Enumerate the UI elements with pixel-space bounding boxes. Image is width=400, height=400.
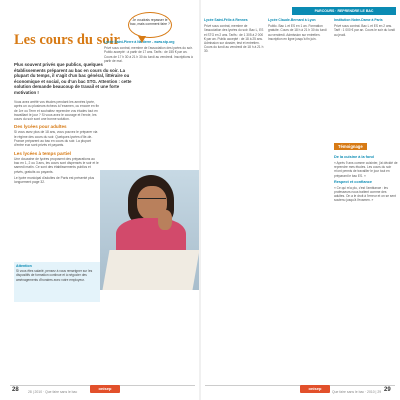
photo-glasses [138,198,166,205]
intro-text: Vous avez arrêté vos études pendant les années lycée, après un ou plusieurs échecs à l'examen, ou encore en fin de 1re ou Term et souhaitez reprendre vos études tout en travaillant le jour ? Si vous avez le courage et l'envie, les cours du soir sont une bonne solution. [14,100,100,122]
photo-book [102,250,199,290]
lead-paragraph: Plus souvent privés que publics, quelques établissements préparent au bac en cours du soir. La plupart du temps, il s'agit d'un bac général, littéraire ou économique et social, ou d'un bac STG. Attention : cette solution demande beaucoup de travail et une forte motivation ! [14,62,132,95]
right-column-3 [334,18,396,133]
listing-text: Privé sous contrat, membre de l'association des lycées du soir. Public accepté : à partir de 17 ans. Tarifs : de 155 € par an. Cours de 17 h 30 à 21 h 30 du lundi au vendredi. Inscriptions à partir de mai. [104,46,193,63]
testimony-text-2: « Ce qui m'a plu, c'est l'ambiance : les professeurs nous traitent comme des adultes. On a le droit à l'erreur et on se sent soutenu jusqu'à l'examen. » [334,185,396,203]
listing-column [104,40,196,165]
listing-heading-3: Institution Notre-Dame à Paris [334,18,383,22]
footer-folio-right: Que faire sans le bac · 2010 | 29 [332,390,382,394]
body-text-2: Une douzaine de lycées proposent des préparations au bac en 1, 2 ou 3 ans, les cours sont dispensés le soir et le samedi matin. Ce sont des établissements publics et privés, gratuits ou payants. [14,156,99,174]
listing-heading-1: Lycée Saint-Félix à Rennes [204,18,248,22]
speech-bubble-tail [138,36,146,43]
footer-folio-left: 28 | 2010 · Que faire sans le bac [28,390,78,394]
onisep-logo-left: onisep [90,385,120,393]
testimony-label: Témoignage [334,143,367,150]
testimony-box [334,135,398,385]
onisep-logo-right: onisep [300,385,330,393]
listing-heading: Lycée Saint-Pierre à Nanterre - www.stp.org [104,40,175,44]
speech-bubble: Je voudrais repasser le bac, mais comment faire ? [128,12,172,38]
listing-text-2: Public. Bac L et ES en 1 an. Formation gratuite. Cours de 18 h à 21 h 30 du lundi au vendredi. Admission sur entretien. Inscription en ligne jusqu'à fin juin. [268,24,327,41]
student-photo [100,170,199,290]
info-box-text: Si vous êtes salarié, pensez à vous renseigner sur les dispositifs de formation continue et à négocier des aménagements d'horaires avec votre employeur. [16,269,93,282]
page-number-left: 28 [12,387,19,393]
right-column-2 [268,18,328,378]
testimony-subheading-1: De la cuisine à la fond [334,155,374,159]
testimony-subheading-2: Respect et confiance [334,179,372,184]
info-box-heading: Attention [16,264,32,268]
info-box [14,262,100,302]
page-number-right: 29 [384,387,391,393]
right-column-1 [204,18,264,378]
listing-heading-2: Lycée Claude-Bernard à Lyon [268,18,316,22]
photo-hand [158,210,172,230]
subheading-part-time: Les lycées à temps partiel [14,150,71,156]
section-header: PARCOURS · REPRENDRE LE BAC [292,7,396,15]
subheading-adult-lycees: Des lycées pour adultes [14,124,67,130]
body-text-1: Si vous avez plus de 18 ans, vous pouvez le préparer via le régime des cours du soir. Quelques lycées d'Ile-de-France préparent au bac en cours du soir. La plupart d'entre eux sont privés et payants. [14,130,98,148]
body-text-3: Le lycée municipal d'adultes de Paris est présenté plus longuement page 32. [14,175,95,185]
listing-text-3: Privé sous contrat. Bac L et ES en 2 ans. Tarif : 1 000 € par an. Cours le soir du lundi au jeudi. [334,24,395,37]
page-gutter [199,0,201,400]
testimony-text-1: « Après 9 ans comme cuisinier, j'ai décidé de reprendre mes études. Les cours du soir m'ont permis de travailler le jour tout en préparant le bac ES. » [334,161,398,178]
page-title: Les cours du soir [14,32,120,48]
listing-text-1: Privé sous contrat, membre de l'association des lycées du soir. Bac L, ES et STG en 2 ans. Tarifs : de 1 305 à 2 000 € par an. Public accepté : de 18 à 25 ans. Admission sur dossier, test et entretien. Cours du lundi au vendredi de 18 h à 21 h 30. [204,24,264,54]
intro-column [14,100,100,184]
